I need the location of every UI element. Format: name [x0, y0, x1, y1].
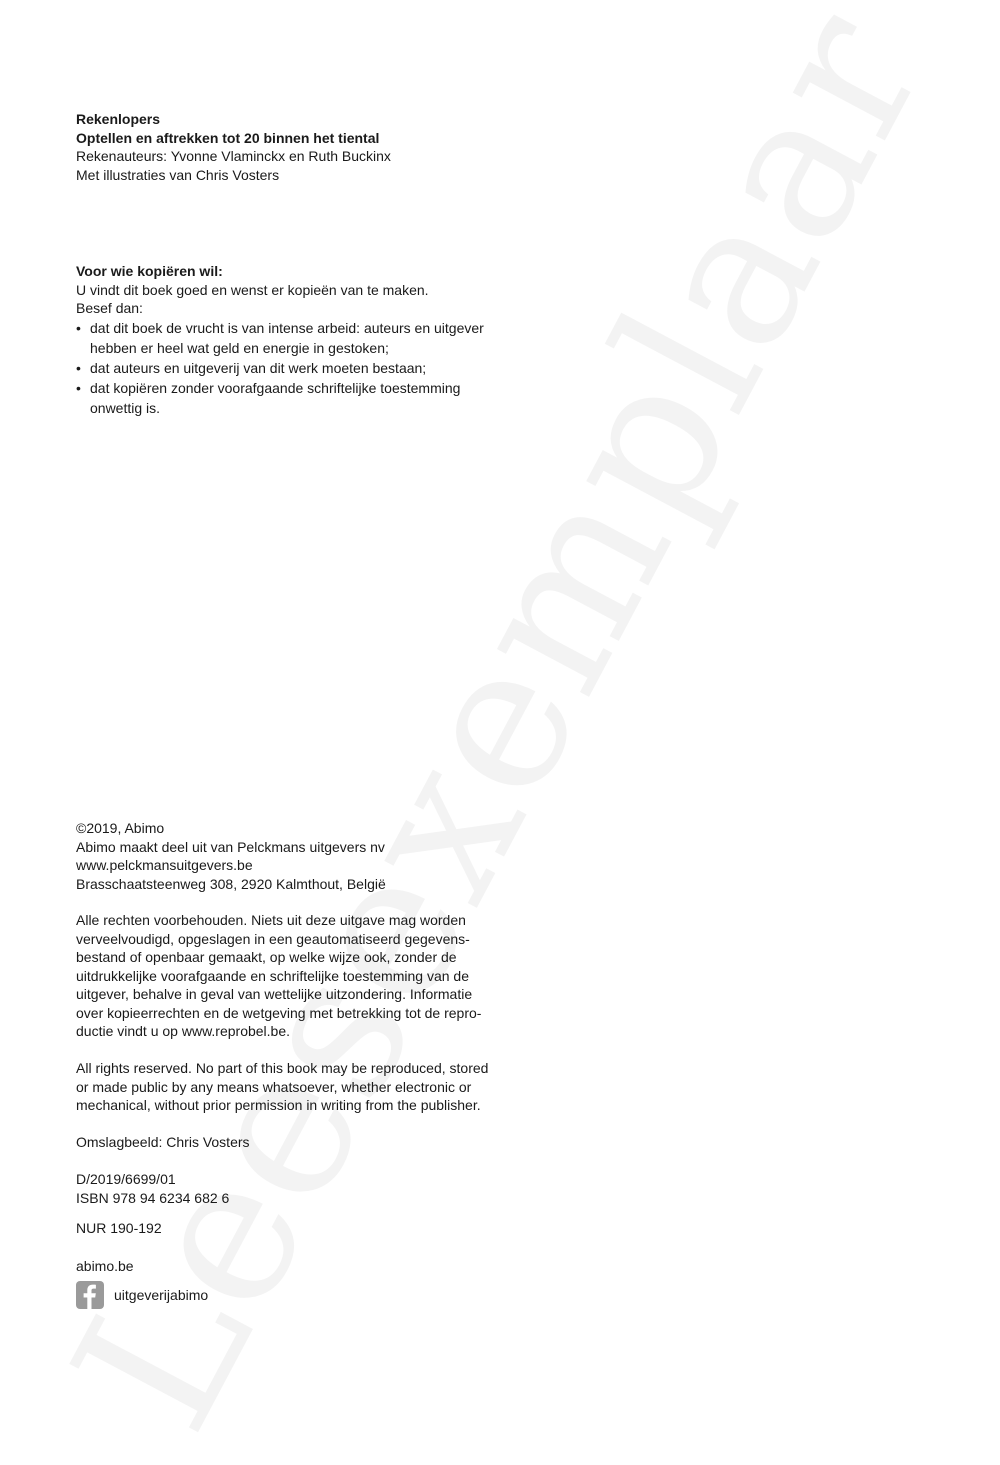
legal-deposit-block [76, 1170, 506, 1207]
book-subtitle: Optellen en aftrekken tot 20 binnen het tiental [76, 129, 380, 146]
facebook-handle: uitgeverijabimo [114, 1286, 209, 1303]
copy-notice-intro-2: Besef dan: [76, 300, 143, 316]
publisher-website[interactable]: www.pelckmansuitgevers.be [76, 857, 253, 873]
publisher-block [76, 819, 506, 893]
facebook-link[interactable] [76, 1281, 208, 1309]
nur-code: NUR 190-192 [76, 1220, 162, 1236]
copy-notice [76, 262, 506, 418]
cover-credit: Omslagbeeld: Chris Vosters [76, 1134, 250, 1150]
rights-dutch: Alle rechten voorbehouden. Niets uit deze uitgave mag worden verveelvoudigd, opgeslagen in een geautomatiseerd gegevens- bestand of openbaar gemaakt, op welke wijze ook, zonder de uitdrukkelijke voorafgaande en schriftelijke toestemming van de uitgever, behalve in geval van wettelijke uitzondering. Informatie over kopieerrechten en de wetgeving met betrekking tot de repro- ductie vindt u op www.reprobel.be. [76, 912, 482, 1039]
list-item: • dat dit boek de vrucht is van intense arbeid: auteurs en uitgever hebben er heel wat geld en energie in gestoken; [76, 318, 506, 358]
list-item: • dat kopiëren zonder voorafgaande schriftelijke toestemming onwettig is. [76, 378, 506, 418]
publisher-part-of: Abimo maakt deel uit van Pelckmans uitgevers nv [76, 838, 385, 855]
copyright-line: ©2019, Abimo [76, 820, 165, 836]
authors-line: Rekenauteurs: Yvonne Vlaminckx en Ruth Buckinx [76, 148, 391, 164]
copy-notice-bullets [76, 318, 506, 418]
copy-notice-heading: Voor wie kopiëren wil: [76, 263, 223, 279]
abimo-website[interactable]: abimo.be [76, 1258, 134, 1274]
facebook-icon [76, 1281, 104, 1309]
title-block [76, 110, 506, 184]
copy-notice-intro: U vindt dit boek goed en wenst er kopieën van te maken. [76, 281, 429, 298]
isbn-number: ISBN 978 94 6234 682 6 [76, 1189, 230, 1206]
list-item: • dat auteurs en uitgeverij van dit werk moeten bestaan; [76, 358, 506, 378]
illustrations-line: Met illustraties van Chris Vosters [76, 166, 280, 183]
depot-number: D/2019/6699/01 [76, 1171, 176, 1187]
publisher-address: Brasschaatsteenweg 308, 2920 Kalmthout, België [76, 875, 386, 892]
rights-english: All rights reserved. No part of this book may be reproduced, stored or made public by any means whatsoever, whether electronic or mechanical, without prior permission in writing from the publisher. [76, 1060, 489, 1113]
series-title: Rekenlopers [76, 111, 161, 127]
